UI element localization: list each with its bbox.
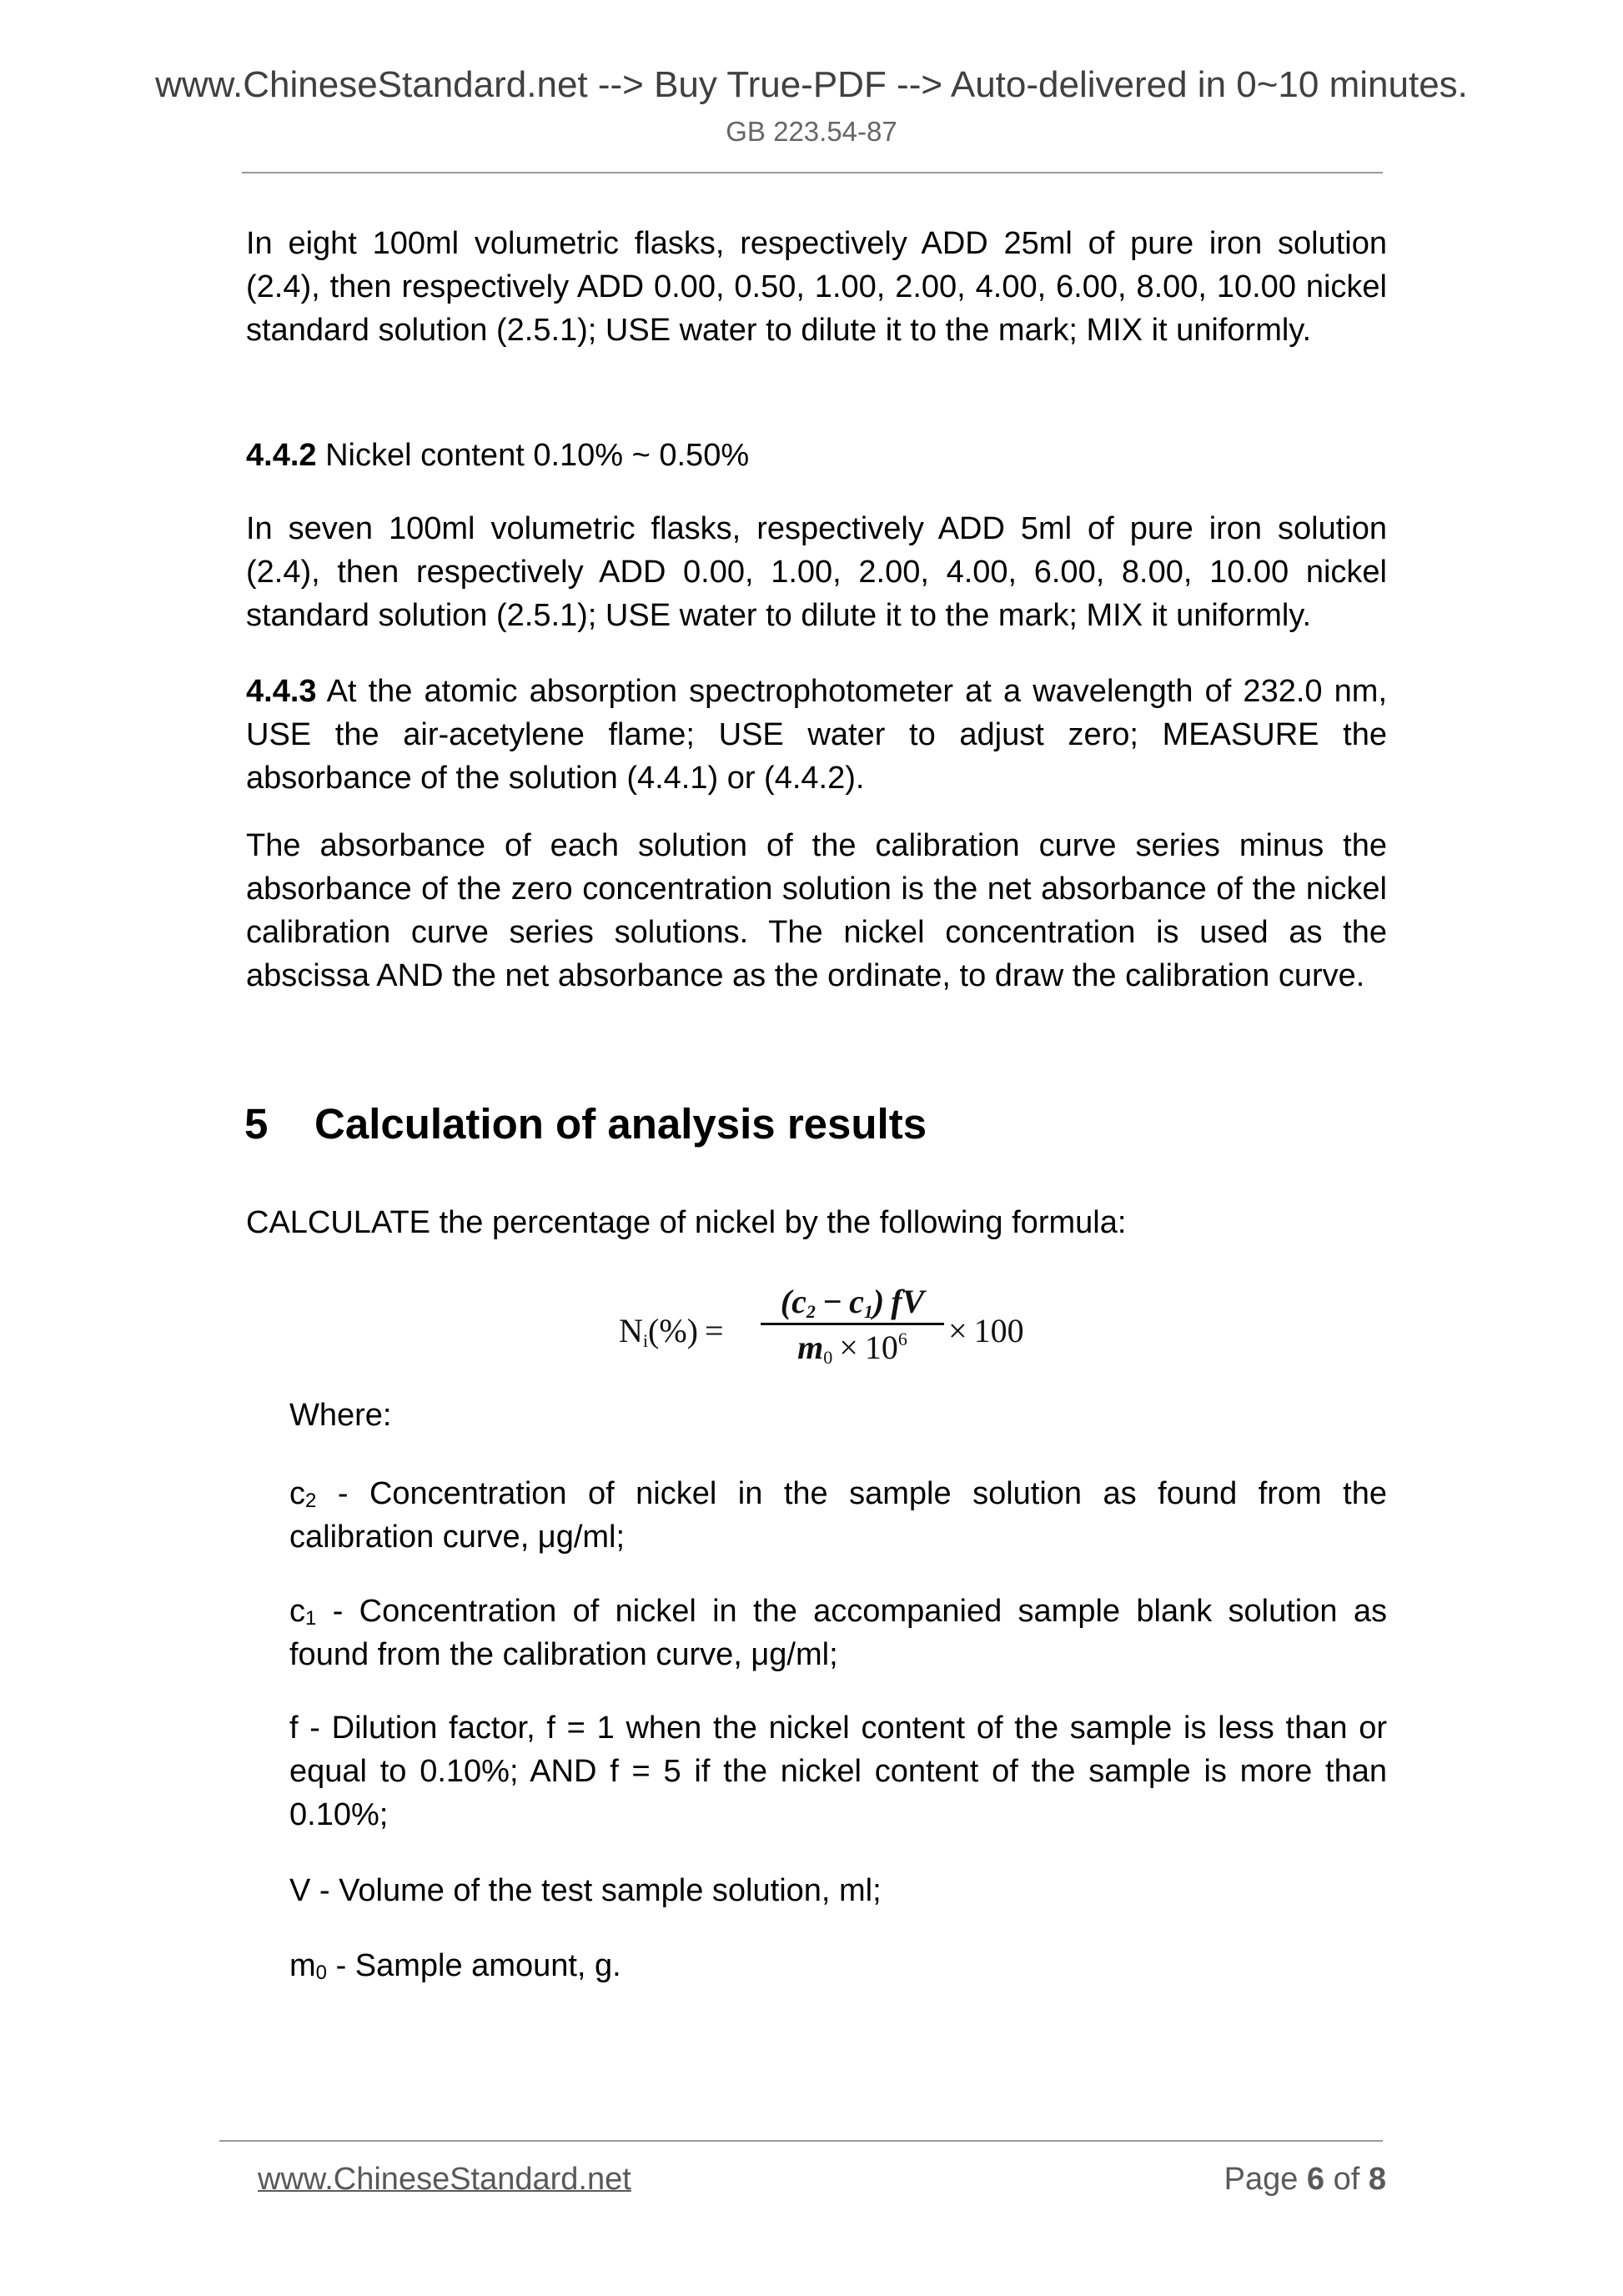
section-442-heading <box>246 434 1387 477</box>
symbol: V <box>289 1873 311 1908</box>
formula-lhs: Ni(%) = <box>619 1312 724 1351</box>
paragraph-442-procedure: In seven 100ml volumetric flasks, respectively ADD 5ml of pure iron solution (2.4), then respectively ADD 0.00, 1.00, 2.00, 4.00, 6.00, 8.00, 10.00 nickel standard solution (2.5.1); USE water to dilute it to the mark; MIX it uniformly. <box>246 511 1387 633</box>
definition-text: - Dilution factor, f = 1 when the nickel content of the sample is less than or equal to 0.10%; AND f = 5 if the nickel content of the sample is more than 0.10%; <box>289 1711 1387 1832</box>
formula-fraction <box>761 1283 944 1367</box>
definition-c2 <box>289 1472 1387 1559</box>
page-current: 6 <box>1306 2162 1325 2197</box>
section-number: 4.4.3 <box>246 674 317 709</box>
formula-numerator: (c2 − c1) fV <box>780 1283 925 1322</box>
standard-code: GB 223.54-87 <box>726 116 897 147</box>
section-5-heading <box>244 1099 927 1149</box>
paragraph-net-absorbance: The absorbance of each solution of the calibration curve series minus the absorbance of the zero concentration solution is the net absorbance of the nickel calibration curve series solutions. The nickel concentration is used as the abscissa AND the net absorbance as the ordinate, to draw the calibration curve. <box>246 828 1387 993</box>
definition-f <box>289 1706 1387 1836</box>
paragraph-441-procedure: In eight 100ml volumetric flasks, respectively ADD 25ml of pure iron solution (2.4), then respectively ADD 0.00, 0.50, 1.00, 2.00, 4.00, 6.00, 8.00, 10.00 nickel standard solution (2.5.1); USE water to dilute it to the mark; MIX it uniformly. <box>246 226 1387 348</box>
symbol-subscript: 1 <box>305 1607 317 1630</box>
section-443-paragraph <box>246 670 1387 800</box>
header-divider <box>242 172 1383 173</box>
symbol: c <box>289 1594 305 1629</box>
symbol: f <box>289 1711 299 1746</box>
fraction-bar <box>761 1323 944 1325</box>
where-label: Where: <box>289 1398 392 1433</box>
section-number: 4.4.2 <box>246 438 317 473</box>
symbol-subscript: 2 <box>305 1490 317 1512</box>
symbol: m <box>289 1948 316 1983</box>
definition-text: - Concentration of nickel in the sample solution as found from the calibration curve, μg/ml; <box>289 1476 1387 1555</box>
formula-rhs: × 100 <box>948 1312 1024 1349</box>
footer-divider <box>219 2140 1383 2142</box>
page-total: 8 <box>1368 2162 1386 2197</box>
definition-text: - Concentration of nickel in the accompanied sample blank solution as found from the calibration curve, μg/ml; <box>289 1594 1387 1672</box>
section-number: 5 <box>244 1100 269 1148</box>
nickel-percentage-formula <box>619 1283 1024 1374</box>
section-text: At the atomic absorption spectrophotometer at a wavelength of 232.0 nm, USE the air-acetylene flame; USE water to adjust zero; MEASURE the absorbance of the solution (4.4.1) or (4.4.2). <box>246 674 1387 796</box>
definition-m0 <box>289 1944 1387 1987</box>
definition-text: - Volume of the test sample solution, ml; <box>310 1873 882 1908</box>
symbol: c <box>289 1476 305 1511</box>
section-title: Nickel content 0.10% ~ 0.50% <box>316 438 750 473</box>
definition-c1 <box>289 1590 1387 1676</box>
symbol-subscript: 0 <box>315 1962 328 1984</box>
page-indicator <box>1224 2160 1386 2198</box>
header-banner: www.ChineseStandard.net --> Buy True-PDF --> Auto-delivered in 0~10 minutes. <box>155 64 1468 105</box>
paragraph-calculate: CALCULATE the percentage of nickel by the following formula: <box>246 1205 1127 1240</box>
formula-denominator: $m0 \times 10^6$ <box>797 1329 907 1368</box>
footer-site-link[interactable]: www.ChineseStandard.net <box>258 2162 631 2197</box>
definition-text: - Sample amount, g. <box>327 1948 621 1983</box>
page-prefix: Page <box>1224 2162 1307 2197</box>
definition-v <box>289 1869 1387 1912</box>
section-title: Calculation of analysis results <box>314 1100 927 1148</box>
page-of: of <box>1324 2162 1369 2197</box>
